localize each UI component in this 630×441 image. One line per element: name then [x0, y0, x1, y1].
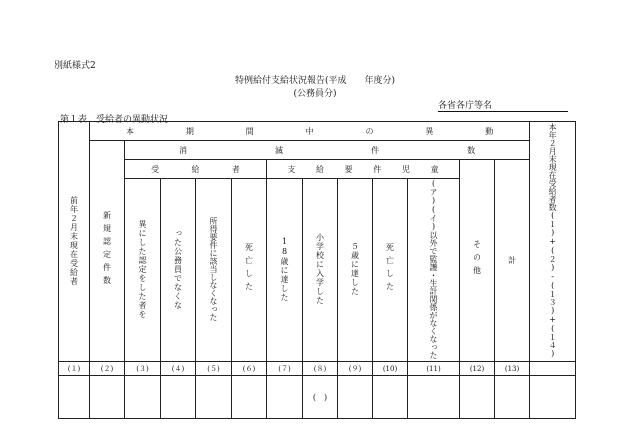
extinction-label: 消 滅 件 数	[179, 145, 476, 155]
change-period-label: 本 期 間 中 の 異 動	[125, 126, 494, 136]
data-cell-5[interactable]	[196, 376, 232, 419]
extinction-header	[125, 141, 530, 160]
data-cell-2[interactable]	[90, 376, 125, 419]
form-number: 別紙様式2	[54, 61, 96, 71]
data-cell-13[interactable]	[495, 376, 530, 419]
col-number: (３)	[125, 362, 161, 376]
document-subtitle: (公務員分)	[293, 89, 337, 99]
data-cell-8[interactable]	[303, 376, 338, 419]
ministry-field[interactable]: 各省各庁等名	[438, 98, 568, 112]
payment-requirement-child-header: 支 給 要 件 児 童	[267, 160, 460, 179]
data-cell-1[interactable]	[59, 376, 90, 419]
col-header-8: 小学校に入学した	[303, 179, 338, 362]
data-cell-4[interactable]	[161, 376, 196, 419]
col-header-4: った公務員でなくな	[161, 179, 196, 362]
col-header-9: ５歳に達した	[338, 179, 373, 362]
col-header-3: 異にした認定をした者を	[125, 179, 161, 362]
col-header-11: (ア)(イ)以外で監護・生計関係がなくなった	[408, 179, 460, 362]
document-title: 特例給付支給状況報告(平成 年度分)	[234, 76, 396, 86]
col-header-6: 死亡した	[232, 179, 267, 362]
col-number: (２)	[90, 362, 125, 376]
col-number: (４)	[161, 362, 196, 376]
col-number: (12)	[460, 362, 495, 376]
status-table	[58, 121, 576, 419]
total-header: 計	[495, 160, 530, 362]
data-cell-11[interactable]	[408, 376, 460, 419]
prev-recipients-header: 前年２月末現在受給者	[59, 122, 90, 362]
data-cell-3[interactable]	[125, 376, 161, 419]
col-number: (８)	[303, 362, 338, 376]
col-header-10: 死亡した	[373, 179, 408, 362]
table-caption: 第１表 受給者の異動状況	[60, 115, 169, 125]
col-number: (11)	[408, 362, 460, 376]
col-number	[530, 362, 576, 376]
col-number: (10)	[373, 362, 408, 376]
current-recipients-header: 本年２月末現在受給者数(１)+(２)-(１３)+(１４)	[530, 122, 576, 362]
col-number: (７)	[267, 362, 303, 376]
new-certification-header: 新規認定件数	[90, 141, 125, 362]
data-cell-6[interactable]	[232, 376, 267, 419]
data-cell-9[interactable]	[338, 376, 373, 419]
col-number: (１)	[59, 362, 90, 376]
data-cell-8-paren: ( )	[312, 392, 328, 402]
col-number: (５)	[196, 362, 232, 376]
data-cell-10[interactable]	[373, 376, 408, 419]
recipient-header: 受 給 者	[125, 160, 267, 179]
col-header-7: 18歳に達した	[267, 179, 303, 362]
data-row	[59, 376, 576, 419]
data-cell-12[interactable]	[460, 376, 495, 419]
change-period-header	[90, 122, 530, 141]
col-number: (９)	[338, 362, 373, 376]
column-number-row	[59, 362, 576, 376]
col-number: (６)	[232, 362, 267, 376]
data-cell-14[interactable]	[530, 376, 576, 419]
col-number: (13)	[495, 362, 530, 376]
other-header: その他	[460, 160, 495, 362]
col-header-5: 所得要件に該当しなくなった	[196, 179, 232, 362]
data-cell-7[interactable]	[267, 376, 303, 419]
